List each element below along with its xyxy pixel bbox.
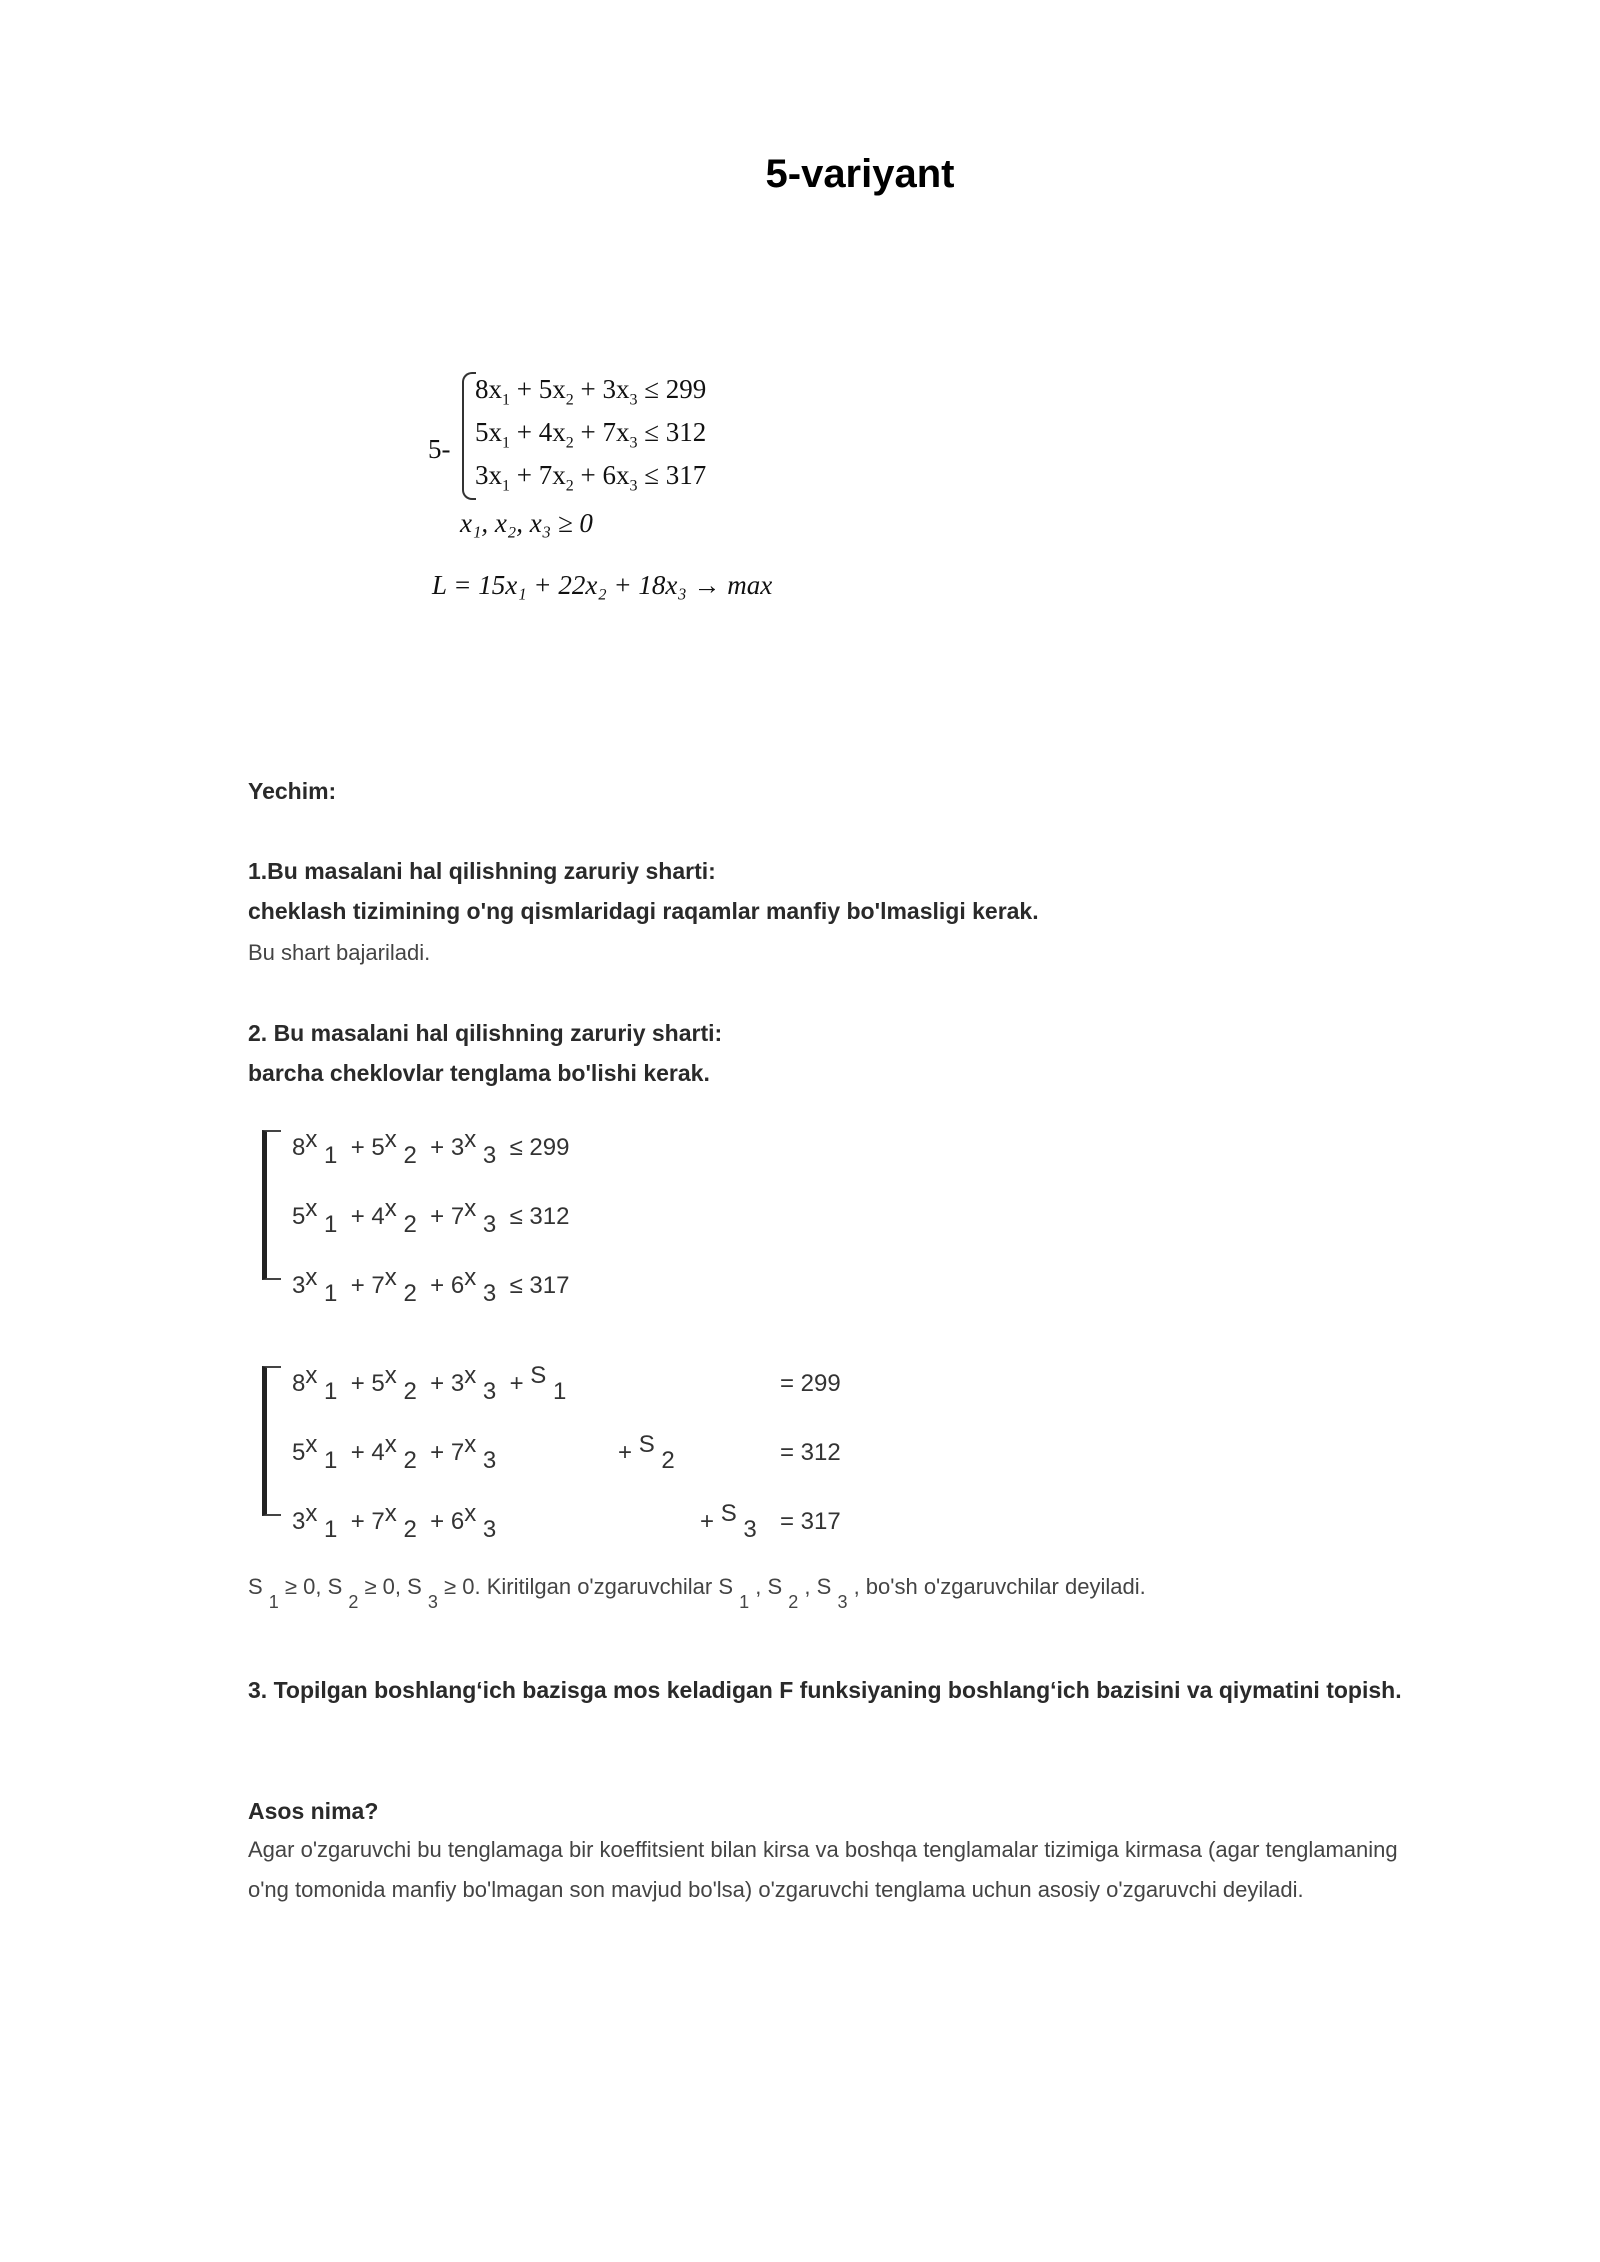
- solution-heading: Yechim:: [248, 778, 337, 804]
- system2-rhs-2: = 312: [780, 1439, 841, 1466]
- problem-equation-2: $5x_1 + 4x_2 + 7x_3 \le 312$: [475, 417, 707, 452]
- slack-note: S $_1$ ≥ 0, S $_2$ ≥ 0, S $_3$ ≥ 0. Kiritilgan o'zgaruvchilar S $_1$ , S $_2$ , S $_3$ , bo'sh o'zgaruvchilar deyiladi.: [248, 1574, 1146, 1612]
- system1-row-2: 5x 1 + 4x 2 + 7x 3 ≤ 312: [292, 1195, 570, 1238]
- system1-brace: [262, 1130, 281, 1280]
- system1-row-1: 8x 1 + 5x 2 + 3x 3 ≤ 299: [292, 1126, 570, 1169]
- system2-row-1: 8x 1 + 5x 2 + 3x 3 + S 1: [292, 1362, 567, 1405]
- problem-brace: [462, 372, 476, 500]
- system2-row-3: 3x 1 + 7x 2 + 6x 3: [292, 1500, 497, 1543]
- system1-row-3: 3x 1 + 7x 2 + 6x 3 ≤ 317: [292, 1264, 570, 1307]
- system2-slack-2: + S 2: [618, 1431, 675, 1474]
- system2-brace: [262, 1366, 281, 1516]
- step1-result: Bu shart bajariladi.: [248, 940, 431, 965]
- system2-rhs-1: = 299: [780, 1370, 841, 1397]
- step2-condition: barcha cheklovlar tenglama bo'lishi kerak.: [248, 1060, 710, 1086]
- objective-function: L = 15x₁ + 22x₂ + 18x₃ → max: [432, 570, 773, 600]
- page-title: 5-variyant: [765, 152, 955, 196]
- problem-prefix: 5-: [428, 434, 451, 464]
- step3-title: 3. Topilgan boshlang‘ich bazisga mos keladigan F funksiyaning boshlang‘ich bazisini va qiymatini topish.: [248, 1677, 1402, 1703]
- system2-row-2: 5x 1 + 4x 2 + 7x 3: [292, 1431, 497, 1474]
- problem-equation-1: $8x_1 + 5x_2 + 3x_3 \le 299$: [475, 374, 707, 409]
- system2-rhs-3: = 317: [780, 1508, 841, 1535]
- step1-condition: cheklash tizimining o'ng qismlaridagi raqamlar manfiy bo'lmasligi kerak.: [248, 898, 1039, 924]
- nonnegativity-constraint: x₁, x₂, x₃ ≥ 0: [460, 508, 593, 538]
- system2-slack-3: + S 3: [700, 1500, 757, 1543]
- basis-definition: Agar o'zgaruvchi bu tenglamaga bir koeffitsient bilan kirsa va boshqa tenglamalar tizimiga kirmasa (agar tenglamaning o'ng tomonida manfiy bo'lmagan son mavjud bo'lsa) o'zgaruvchi tenglama uchun asosiy o'zgaruvchi deyiladi.: [248, 1837, 1398, 1902]
- basis-question: Asos nima?: [248, 1798, 379, 1824]
- step2-title: 2. Bu masalani hal qilishning zaruriy sharti:: [248, 1020, 723, 1046]
- step1-title: 1.Bu masalani hal qilishning zaruriy sharti:: [248, 858, 716, 884]
- problem-equation-3: $3x_1 + 7x_2 + 6x_3 \le 317$: [475, 460, 707, 495]
